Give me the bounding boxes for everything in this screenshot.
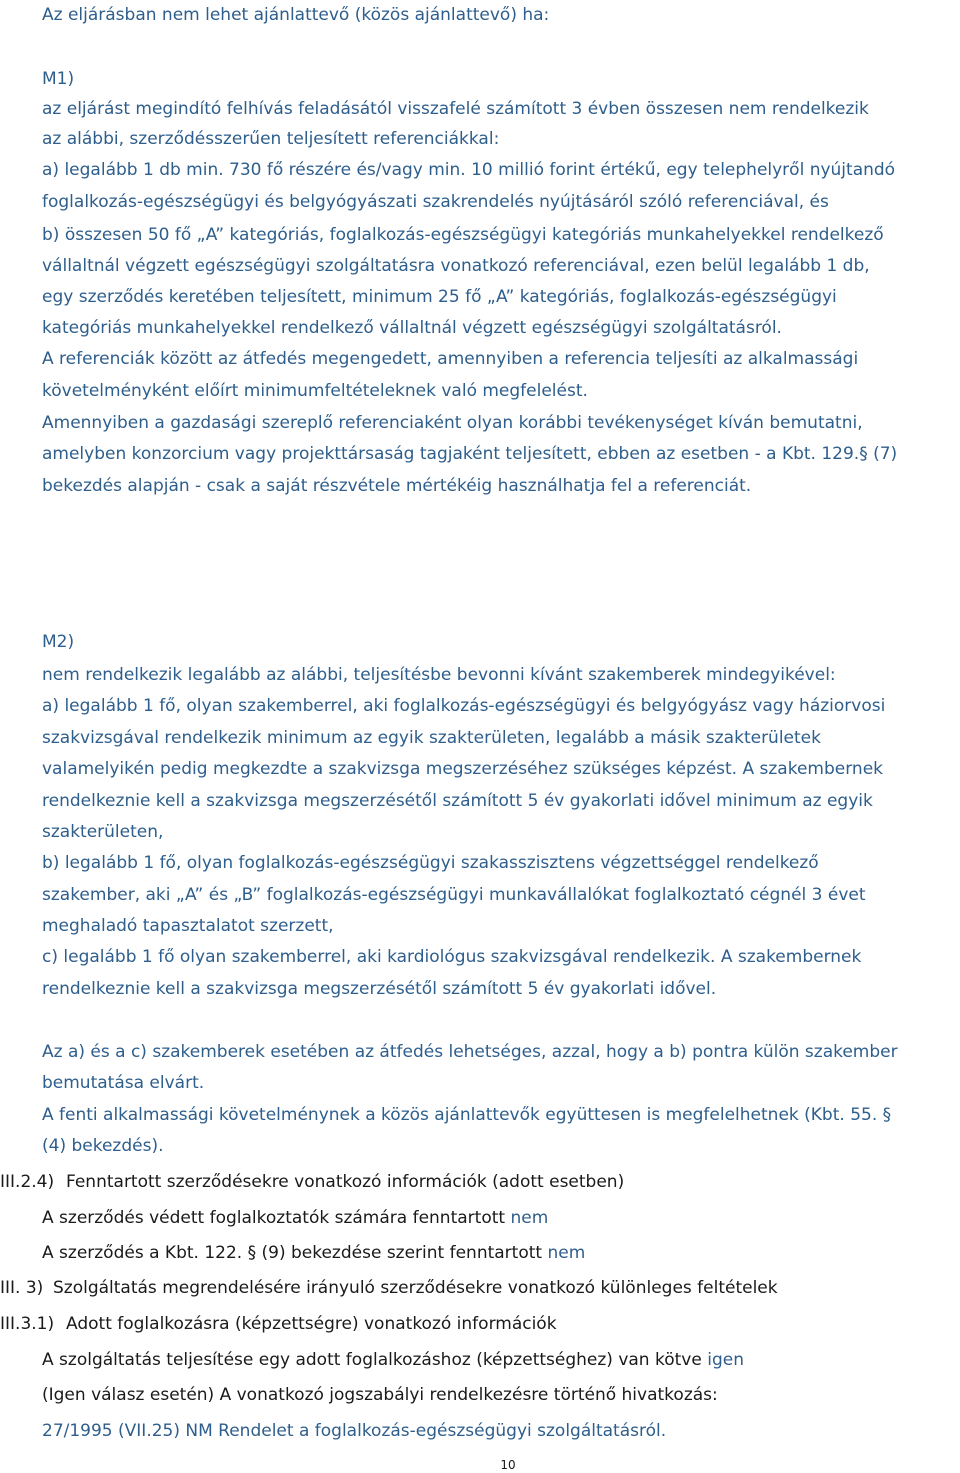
reserved-row-label: A szerződés a Kbt. 122. § (9) bekezdése szerint fenntartott xyxy=(42,1243,543,1263)
m1-line: az eljárást megindító felhívás feladásától visszafelé számított 3 évben összesen nem rendelkezik xyxy=(42,99,869,119)
m1-line: a) legalább 1 db min. 730 fő részére és/vagy min. 10 millió forint értékű, egy telephelyről nyújtandó xyxy=(42,160,896,180)
m1-line: követelményként előírt minimumfeltételeknek való megfelelést. xyxy=(42,381,588,401)
m2-note-line: bemutatása elvárt. xyxy=(42,1073,205,1093)
m2-line: szakember, aki „A” és „B” foglalkozás-egészségügyi munkavállalókat foglalkoztató cégnél 3 évet xyxy=(42,885,866,905)
m1-line: vállaltnál végzett egészségügyi szolgáltatásra vonatkozó referenciával, ezen belül legalább 1 db, xyxy=(42,256,870,276)
m1-line: egy szerződés keretében teljesített, minimum 25 fő „A” kategóriás, foglalkozás-egészségügyi xyxy=(42,287,837,307)
m1-line: Amennyiben a gazdasági szereplő referenciaként olyan korábbi tevékenységet kíván bemutatni, xyxy=(42,413,863,433)
m2-line: a) legalább 1 fő, olyan szakemberrel, aki foglalkozás-egészségügyi és belgyógyász vagy háziorvosi xyxy=(42,696,886,716)
reserved-row-kbt xyxy=(42,1242,585,1264)
profession-row-label: A szolgáltatás teljesítése egy adott foglalkozáshoz (képzettséghez) van kötve xyxy=(42,1350,702,1370)
section-number-iii-3: III. 3) xyxy=(0,1278,44,1298)
m2-line: nem rendelkezik legalább az alábbi, teljesítésbe bevonni kívánt szakemberek mindegyikével: xyxy=(42,665,836,685)
m1-line: amelyben konzorcium vagy projekttársaság tagjaként teljesített, ebben az esetben - a Kbt. 129.§ (7) xyxy=(42,444,898,464)
section-title-iii-2-4: Fenntartott szerződésekre vonatkozó információk (adott esetben) xyxy=(66,1172,625,1192)
reserved-row-label: A szerződés védett foglalkoztatók számára fenntartott xyxy=(42,1208,506,1228)
m1-line: bekezdés alapján - csak a saját részvétele mértékéig használhatja fel a referenciát. xyxy=(42,476,752,496)
reserved-row-value: nem xyxy=(510,1208,549,1228)
m2-line: rendelkeznie kell a szakvizsga megszerzésétől számított 5 év gyakorlati idővel minimum az egyik xyxy=(42,791,873,811)
m2-note-line: (4) bekezdés). xyxy=(42,1136,164,1156)
m2-heading: M2) xyxy=(42,632,75,652)
m2-line: rendelkeznie kell a szakvizsga megszerzésétől számított 5 év gyakorlati idővel. xyxy=(42,979,717,999)
m1-line: foglalkozás-egészségügyi és belgyógyászati szakrendelés nyújtásáról szóló referenciával, és xyxy=(42,192,829,212)
m1-line: A referenciák között az átfedés megengedett, amennyiben a referencia teljesíti az alkalmassági xyxy=(42,349,859,369)
m2-line: b) legalább 1 fő, olyan foglalkozás-egészségügyi szakasszisztens végzettséggel rendelkező xyxy=(42,853,819,873)
m2-note-line: Az a) és a c) szakemberek esetében az átfedés lehetséges, azzal, hogy a b) pontra külön szakember xyxy=(42,1042,898,1062)
legal-reference-label: (Igen válasz esetén) A vonatkozó jogszabályi rendelkezésre történő hivatkozás: xyxy=(42,1385,718,1405)
m2-line: szakvizsgával rendelkezik minimum az egyik szakterületen, legalább a másik szakterületek xyxy=(42,728,821,748)
section-number-iii-3-1: III.3.1) xyxy=(0,1314,55,1334)
reserved-row-protected xyxy=(42,1207,548,1229)
m1-line: kategóriás munkahelyekkel rendelkező vállaltnál végzett egészségügyi szolgáltatásról. xyxy=(42,318,782,338)
m2-line: valamelyikén pedig megkezdte a szakvizsga megszerzéséhez szükséges képzést. A szakembernek xyxy=(42,759,884,779)
m1-heading: M1) xyxy=(42,69,75,89)
section-title-iii-3: Szolgáltatás megrendelésére irányuló szerződésekre vonatkozó különleges feltételek xyxy=(53,1278,778,1298)
section-title-iii-3-1: Adott foglalkozásra (képzettségre) vonatkozó információk xyxy=(66,1314,557,1334)
m2-note-line: A fenti alkalmassági követelménynek a közös ajánlattevők együttesen is megfelelhetnek (Kbt. 55. § xyxy=(42,1105,892,1125)
profession-row xyxy=(42,1349,744,1371)
m1-line: az alábbi, szerződésszerűen teljesített referenciákkal: xyxy=(42,129,500,149)
m1-line: b) összesen 50 fő „A” kategóriás, foglalkozás-egészségügyi kategóriás munkahelyekkel rendelkező xyxy=(42,225,884,245)
section-number-iii-2-4: III.2.4) xyxy=(0,1172,55,1192)
profession-row-value: igen xyxy=(707,1350,744,1370)
m2-line: c) legalább 1 fő olyan szakemberrel, aki kardiológus szakvizsgával rendelkezik. A szakembernek xyxy=(42,947,862,967)
page-number: 10 xyxy=(500,1458,516,1472)
intro-text: Az eljárásban nem lehet ajánlattevő (közös ajánlattevő) ha: xyxy=(42,5,550,25)
m2-line: szakterületen, xyxy=(42,822,164,842)
m2-line: meghaladó tapasztalatot szerzett, xyxy=(42,916,334,936)
legal-reference-value: 27/1995 (VII.25) NM Rendelet a foglalkozás-egészségügyi szolgáltatásról. xyxy=(42,1421,667,1441)
reserved-row-value: nem xyxy=(547,1243,586,1263)
